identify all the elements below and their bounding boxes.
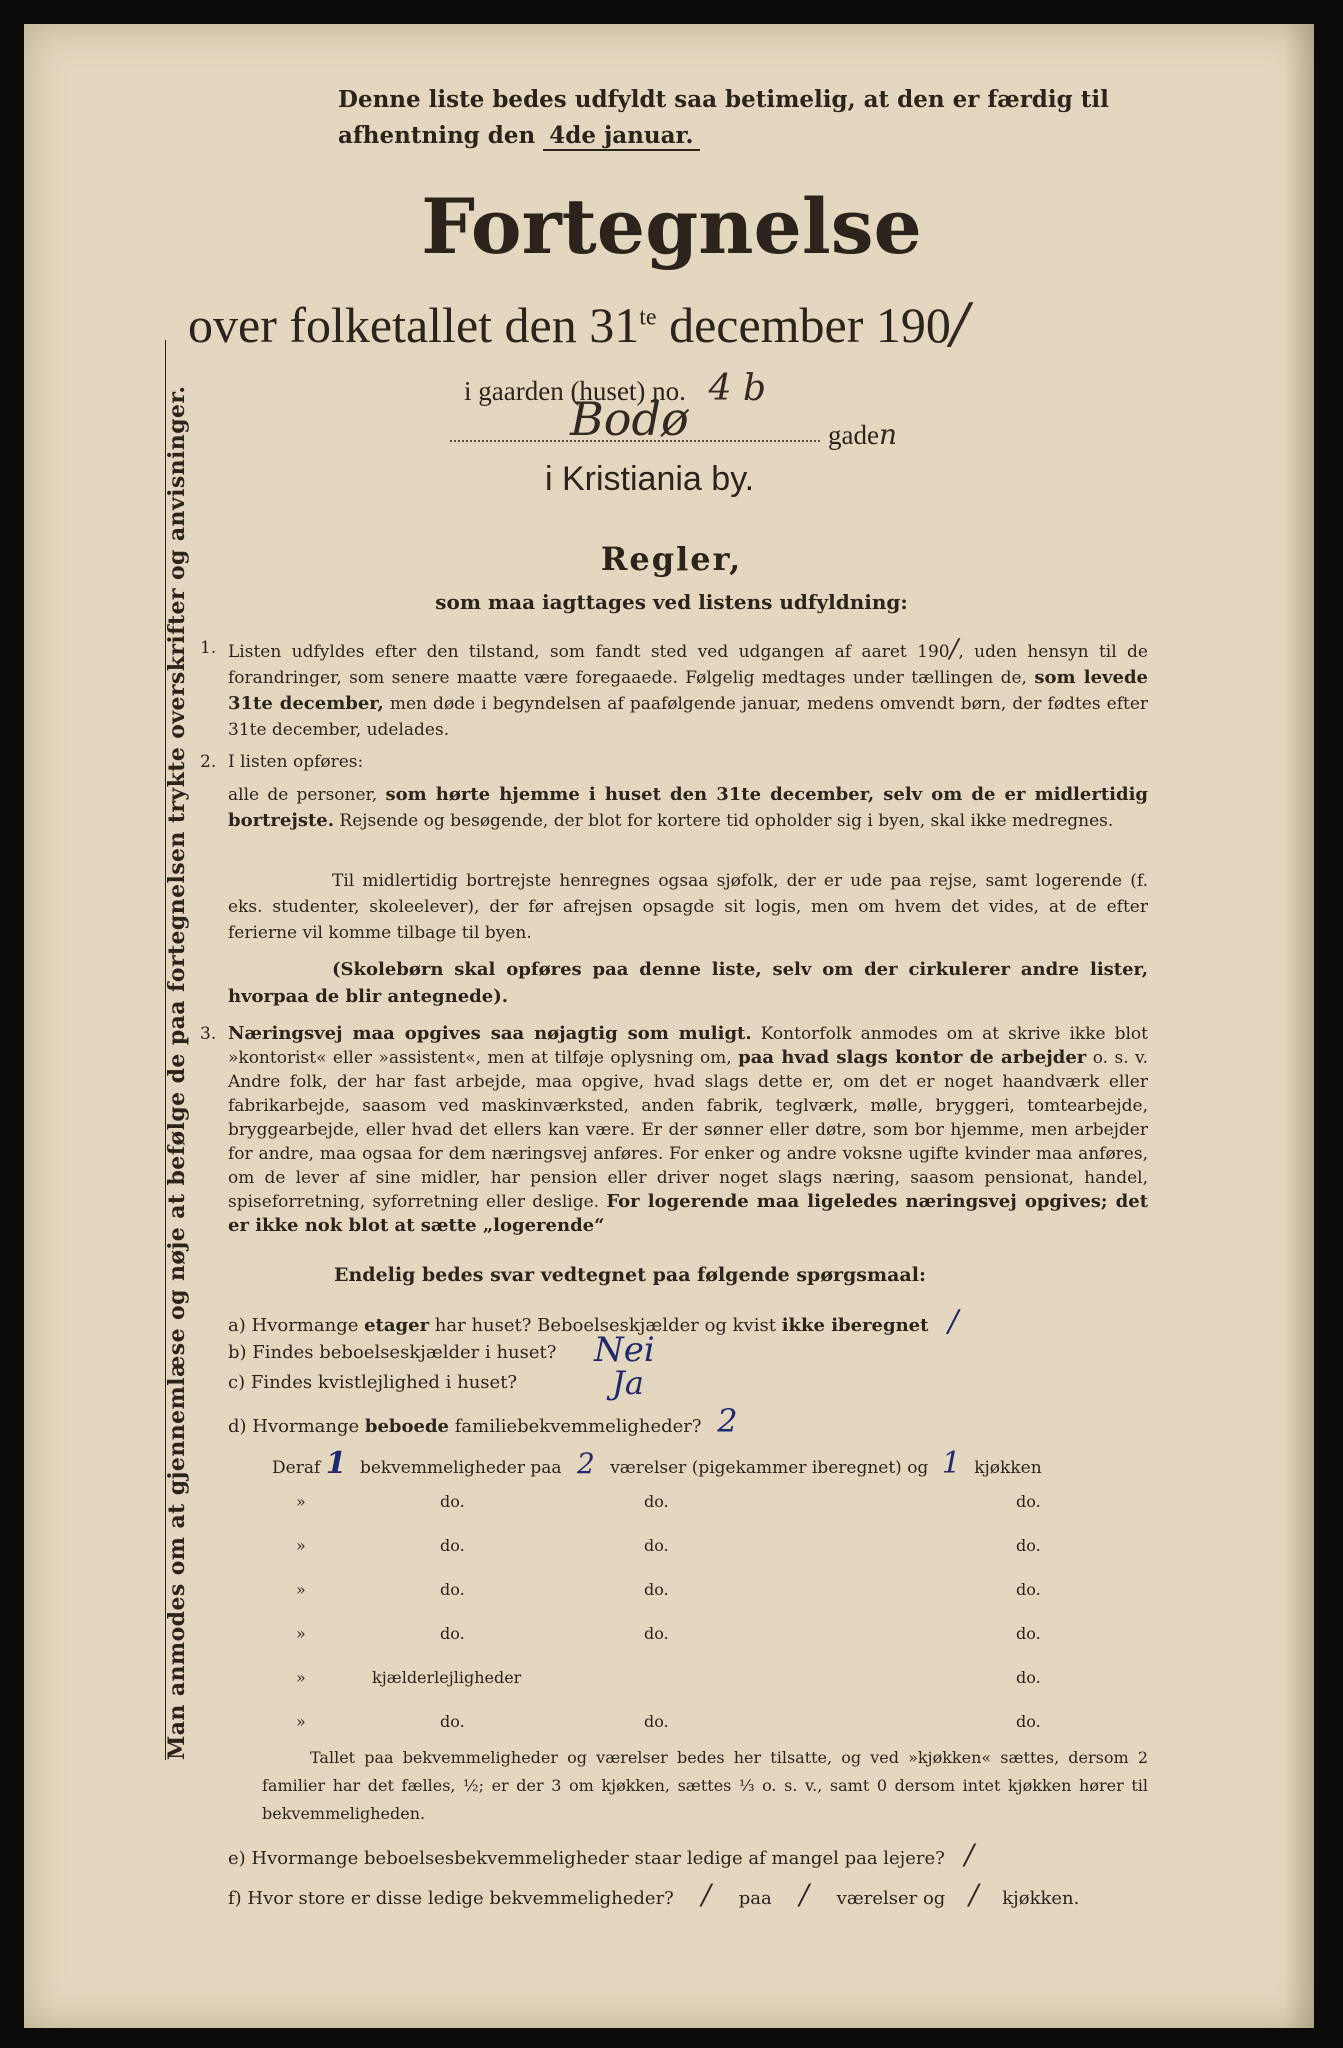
gade-hand: n xyxy=(878,418,898,451)
rule3-bold1: Næringsvej maa opgives saa nøjagtig som muligt. xyxy=(228,1023,752,1044)
rules-subheading: som maa iagttages ved listens udfyldning: xyxy=(435,590,908,614)
rule3-bold2: paa hvad slags kontor de arbejder xyxy=(738,1047,1087,1068)
deraf-n: 1 xyxy=(325,1446,347,1481)
rule1-b: , uden hensyn til de forandringer, som senere maatte være foregaaede. Følgelig medtages under tællingen de, xyxy=(228,642,1148,688)
question-e xyxy=(228,1838,974,1871)
qf-answer1: / xyxy=(701,1878,712,1911)
question-b xyxy=(228,1342,556,1363)
qf-answer2: / xyxy=(799,1878,809,1911)
row6-b: do. xyxy=(644,1712,669,1731)
row6-q: » xyxy=(296,1712,306,1731)
qf-label: f) xyxy=(228,1888,242,1909)
qe-label: e) xyxy=(228,1848,246,1869)
rule2-p3: (Skolebørn skal opføres paa denne liste, selv om der cirkulerer andre lister, hvorpaa de blir antegnede). xyxy=(228,959,1148,1007)
subtitle-suffix: december 190 xyxy=(669,297,951,353)
qd-label: d) xyxy=(228,1416,247,1437)
notice xyxy=(338,82,1143,154)
row1-b: do. xyxy=(644,1492,669,1511)
row1-q: » xyxy=(296,1492,306,1511)
deraf-rooms: 2 xyxy=(576,1447,595,1480)
row2-b: do. xyxy=(644,1536,669,1555)
qf-answer3: / xyxy=(969,1878,979,1911)
row4-b: do. xyxy=(644,1624,669,1643)
rule2-a: alle de personer, xyxy=(228,785,378,805)
rule1-bold: som levede 31te december, xyxy=(228,667,1149,714)
qf-mid: paa xyxy=(738,1888,772,1909)
rule3-a: Kontorfolk anmodes om at skrive ikke blot »kontorist« eller »assistent«, men at tilføje oplysning om, xyxy=(228,1024,1148,1068)
row5-a: kjælderlejligheder xyxy=(372,1668,522,1687)
deraf-mid: bekvemmeligheder paa xyxy=(359,1458,562,1478)
rule1-text xyxy=(228,636,1148,743)
qa-label: a) xyxy=(228,1315,246,1336)
row5-c: do. xyxy=(1016,1668,1041,1687)
row4-q: » xyxy=(296,1624,306,1643)
street-name: Bodø xyxy=(570,392,689,446)
rule2-b: Rejsende og besøgende, der blot for kortere tid opholder sig i byen, skal ikke medregnes. xyxy=(339,811,1114,831)
qf-text: Hvor store er disse ledige bekvemmeligheder? xyxy=(247,1888,674,1909)
row6-a: do. xyxy=(440,1712,465,1731)
qc-label: c) xyxy=(228,1372,246,1393)
row3-c: do. xyxy=(1016,1580,1041,1599)
subtitle-sup: te xyxy=(639,304,657,331)
city: i Kristiania by. xyxy=(545,460,755,498)
rule3-bold3: For logerende maa ligeledes næringsvej opgives; det er ikke nok blot at sætte „logerende“ xyxy=(228,1191,1149,1236)
row2-q: » xyxy=(296,1536,306,1555)
question-f xyxy=(228,1878,1079,1911)
row1-c: do. xyxy=(1016,1492,1041,1511)
qa-bold1: etager xyxy=(364,1315,430,1336)
qd-answer: 2 xyxy=(717,1402,738,1440)
rules-heading: Regler, xyxy=(600,540,743,578)
rule3-number: 3. xyxy=(200,1024,217,1044)
rule1-year: / xyxy=(949,634,959,664)
row5-q: » xyxy=(296,1668,306,1687)
qc-text: Findes kvistlejlighed i huset? xyxy=(250,1372,518,1393)
page-title: Fortegnelse xyxy=(421,182,922,271)
qb-answer: Nei xyxy=(594,1330,655,1370)
qb-label: b) xyxy=(228,1342,247,1363)
gade-line xyxy=(828,418,897,451)
rule2-head: I listen opføres: xyxy=(228,752,364,772)
row4-c: do. xyxy=(1016,1624,1041,1643)
qd-2: familiebekvemmeligheder? xyxy=(454,1416,702,1437)
row2-a: do. xyxy=(440,1536,465,1555)
subtitle-prefix: over folketallet den 31 xyxy=(188,297,640,353)
qb-text: Findes beboelseskjælder i huset? xyxy=(252,1342,557,1363)
deraf-mid2: værelser (pigekammer iberegnet) og xyxy=(610,1458,929,1478)
row3-b: do. xyxy=(644,1580,669,1599)
qf-mid2: værelser og xyxy=(836,1888,946,1909)
deraf-label: Deraf xyxy=(272,1458,321,1478)
qc-answer: Ja xyxy=(612,1364,644,1402)
deraf-kitchen: 1 xyxy=(941,1446,961,1481)
qa-bold2: ikke iberegnet xyxy=(781,1315,929,1336)
rule2-p2: Til midlertidig bortrejste henregnes ogsaa sjøfolk, der er ude paa rejse, samt logerende (f. eks. studenter, skoleelever), der før afrejsen opsagde sit logis, men om hvem det vides, at de efter ferierne vil komme tilbage til byen. xyxy=(228,871,1148,943)
question-c xyxy=(228,1372,517,1393)
qd-1: Hvormange xyxy=(252,1416,360,1437)
rule2-number: 2. xyxy=(200,752,217,772)
row3-q: » xyxy=(296,1580,306,1599)
question-d xyxy=(228,1402,738,1440)
rule3-text xyxy=(228,1022,1148,1238)
rule1-a: Listen udfyldes efter den tilstand, som fandt sted ved udgangen af aaret 190 xyxy=(228,642,950,662)
row2-c: do. xyxy=(1016,1536,1041,1555)
rooms-note: Tallet paa bekvemmeligheder og værelser bedes her tilsatte, og ved »kjøkken« sættes, dersom 2 familier har det fælles, ½; er der 3 om kjøkken, sættes ⅓ o. s. v., samt 0 dersom intet kjøkken hører til bekvemmeligheden. xyxy=(262,1748,1148,1823)
row6-c: do. xyxy=(1016,1712,1041,1731)
qa-2: har huset? Beboelseskjælder og kvist xyxy=(434,1315,776,1336)
gaard-label: i gaarden (huset) no. xyxy=(464,376,686,406)
qa-1: Hvormange xyxy=(251,1315,359,1336)
notice-line1: Denne liste bedes udfyldt saa betimelig, at den er færdig til xyxy=(338,86,1109,113)
rule2-text xyxy=(228,782,1148,834)
questions-intro: Endelig bedes svar vedtegnet paa følgende spørgsmaal: xyxy=(334,1264,926,1286)
rule3-b: o. s. v. Andre folk, der har fast arbejde, maa opgive, hvad slags dette er, om det er noget haandværk eller fabrikarbejde, saasom ved maskinværksted, anden fabrik, teglværk, mølle, bryggeri, tomtearbejde, bryggearbejde, eller hvad det ellers kan være. Er der sønner eller døtre, som bor hjemme, men arbejder for andre, maa ogsaa for dem næringsvej anføres. For enker og andre voksne ugifte kvinder maa anføres, om de lever af sine midler, har pension eller driver noget slags næring, saasom pensionat, handel, spiseforretning, syforretning eller deslige. xyxy=(228,1048,1149,1212)
gaard-no: 4 b xyxy=(708,368,767,409)
gade-label: gade xyxy=(828,420,879,450)
rule2-bold: som hørte hjemme i huset den 31te december, selv om de er midlertidig bortrejste. xyxy=(228,784,1148,831)
deraf-end: kjøkken xyxy=(974,1458,1042,1478)
notice-line2-prefix: afhentning den xyxy=(338,122,536,149)
row4-a: do. xyxy=(440,1624,465,1643)
row1-a: do. xyxy=(440,1492,465,1511)
notice-date: 4de januar. xyxy=(543,122,699,151)
deraf-line xyxy=(272,1446,1042,1481)
rule1-c: men døde i begyndelsen af paafølgende januar, medens omvendt børn, der fødtes efter 31te december, udelades. xyxy=(228,694,1149,740)
subtitle xyxy=(188,292,969,355)
qd-bold: beboede xyxy=(364,1416,450,1437)
qa-answer: / xyxy=(948,1304,959,1339)
qf-end: kjøkken. xyxy=(1002,1888,1080,1909)
side-instruction: Man anmodes om at gjennemlæse og nøje at befølge de paa fortegnelsen trykte overskrifter og anvisninger. xyxy=(164,385,190,1760)
qe-answer: / xyxy=(964,1838,974,1871)
rule1-number: 1. xyxy=(200,638,217,658)
qe-text: Hvormange beboelsesbekvemmeligheder staar ledige af mangel paa lejere? xyxy=(251,1848,945,1869)
subtitle-year-hand: / xyxy=(950,292,970,355)
row3-a: do. xyxy=(440,1580,465,1599)
